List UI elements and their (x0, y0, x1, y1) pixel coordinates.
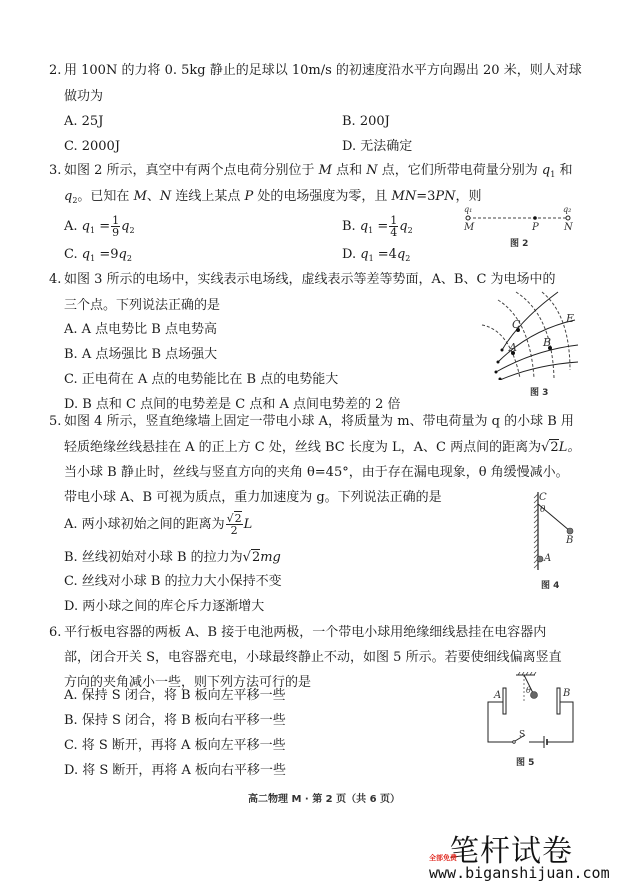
watermark-url[interactable]: www.biganshijuan.com (429, 864, 610, 882)
option-label: A. (64, 219, 78, 234)
text: 和 (555, 163, 573, 178)
text: 连线上某点 (171, 189, 245, 204)
sqrt-sign: √ (242, 550, 251, 565)
symbol-m: M (133, 189, 147, 204)
subscript: 1 (90, 254, 96, 263)
option-a: A. 25J (64, 114, 104, 129)
question-6-stem-line-1: 平行板电容器的两板 A、B 接于电池两极，一个带电小球用绝缘细线悬挂在电容器内 (64, 625, 547, 640)
text: ，则 (455, 189, 482, 204)
fig5-label-theta: θ (526, 686, 531, 695)
option-label: B. (342, 219, 356, 234)
symbol-n: N (366, 163, 378, 178)
subscript: 2 (405, 254, 411, 263)
watermark-title: 笔杆试卷 (449, 834, 573, 869)
question-2-stem-line-1: 用 100N 的力将 0. 5kg 静止的足球以 10m/s 的初速度沿水平方向踢出 20 米，则人对球 (64, 63, 582, 78)
fig5-label-b: B (563, 688, 571, 699)
option-b (64, 549, 281, 567)
question-4-number: 4. (49, 272, 62, 287)
fig5-label-a: A (494, 690, 502, 701)
symbol-q: q (121, 219, 130, 234)
fig4-label-b: B (566, 535, 574, 546)
text: 轻质绝缘丝线悬挂在 A 的正上方 C 处，丝线 BC 长度为 L，A、C 两点间的距离为 (64, 440, 542, 455)
fig4-label-c: C (539, 492, 547, 503)
fig3-label-c: C (512, 318, 521, 331)
sqrt-value: 2 (234, 512, 242, 525)
symbol-pn: PN (435, 189, 456, 204)
page-footer: 高二物理 M · 第 2 页（共 6 页） (248, 794, 401, 805)
symbol-q: q (118, 247, 127, 262)
watermark-free-tag: 全部免费 (429, 854, 457, 862)
option-label: C. (64, 247, 78, 262)
figure-4-caption: 图 4 (541, 581, 560, 591)
question-5-stem-line-4: 带电小球 A、B 可视为质点，重力加速度为 g。下列说法正确的是 (64, 490, 442, 505)
figure-5-caption: 图 5 (516, 758, 535, 768)
equals: = (95, 219, 111, 234)
symbol-q: q (396, 247, 406, 262)
figure-3-caption: 图 3 (530, 388, 549, 398)
option-b: B. A 点场强比 B 点场强大 (64, 347, 218, 362)
option-a (64, 212, 135, 246)
question-5-number: 5. (49, 414, 62, 429)
symbol-mn: MN (391, 189, 417, 204)
symbol-mg: mg (260, 550, 281, 565)
option-c: C. 丝线对小球 B 的拉力大小保持不变 (64, 574, 282, 589)
text: 如图 2 所示，真空中有两个点电荷分别位于 (64, 163, 319, 178)
text: L。 (558, 440, 581, 455)
fraction (226, 513, 243, 536)
option-d: D. 两小球之间的库仑斥力逐渐增大 (64, 599, 265, 614)
fig2-label-m: M (464, 222, 475, 233)
fig3-label-e: E (566, 312, 575, 325)
option-b: B. 保持 S 闭合，将 B 板向右平移一些 (64, 713, 286, 728)
option-text: A. 两小球初始之间的距离为 (64, 517, 225, 532)
option-d (342, 246, 410, 268)
fraction (111, 215, 120, 238)
figure-2-diagram (460, 205, 580, 235)
figure-4-diagram (530, 490, 580, 575)
option-b: B. 200J (342, 114, 390, 129)
sqrt-sign: √ (226, 512, 234, 525)
subscript: 2 (126, 254, 132, 263)
fig2-label-q1: q₁ (464, 205, 473, 214)
symbol-q: q (359, 219, 369, 234)
numerator: 1 (390, 214, 398, 227)
figure-3-diagram (480, 290, 580, 380)
equals: =9 (95, 247, 119, 262)
sqrt-value: 2 (251, 550, 261, 565)
symbol-q: q (81, 247, 91, 262)
subscript: 2 (129, 226, 135, 235)
subscript: 1 (550, 170, 556, 179)
question-5-stem-line-2 (64, 439, 580, 457)
question-3-number: 3. (49, 163, 62, 178)
fig4-label-a: A (544, 553, 552, 564)
subscript: 1 (90, 226, 96, 235)
text: 点和 (331, 163, 367, 178)
symbol-l: L (243, 517, 253, 532)
option-d: D. 将 S 断开，再将 A 板向右平移一些 (64, 763, 287, 778)
symbol-n: N (159, 189, 172, 204)
denominator: 9 (112, 226, 120, 239)
question-4-stem-line-2: 三个点。下列说法正确的是 (64, 298, 221, 313)
fig3-label-b: B (543, 336, 552, 349)
question-2-number: 2. (49, 63, 62, 78)
figure-2-caption: 图 2 (510, 239, 529, 249)
sqrt-sign: √ (541, 440, 550, 455)
question-4-stem-line-1: 如图 3 所示的电场中，实线表示电场线，虚线表示等差等势面，A、B、C 为电场中的 (64, 272, 556, 287)
fig3-label-a: A (509, 341, 517, 354)
symbol-p: P (244, 189, 254, 204)
equals: = (373, 219, 389, 234)
denominator: 2 (230, 524, 238, 537)
subscript: 2 (72, 196, 78, 205)
question-6-stem-line-2: 部，闭合开关 S，电容器充电，小球最终静止不动，如图 5 所示。若要使细线偏离竖直 (64, 650, 562, 665)
denominator: 4 (390, 226, 398, 239)
subscript: 1 (368, 226, 374, 235)
option-label: D. (342, 247, 357, 262)
symbol-q: q (360, 247, 369, 262)
option-a: A. A 点电势比 B 点电势高 (64, 322, 217, 337)
option-d: D. 无法确定 (342, 139, 413, 154)
numerator: 1 (112, 214, 120, 227)
text: 。已知在 (77, 189, 134, 204)
option-d: D. B 点和 C 点间的电势差是 C 点和 A 点间电势差的 2 倍 (64, 397, 401, 412)
option-text: B. 丝线初始对小球 B 的拉力为 (64, 550, 243, 565)
option-a (64, 510, 252, 540)
option-c: C. 正电荷在 A 点的电势能比在 B 点的电势能大 (64, 372, 339, 387)
question-5-stem-line-3: 当小球 B 静止时，丝线与竖直方向的夹角 θ=45°，由于存在漏电现象，θ 角缓慢减小。 (64, 465, 569, 480)
symbol-q: q (64, 189, 73, 204)
subscript: 2 (407, 226, 413, 235)
fig2-label-n: N (564, 222, 573, 233)
option-c: C. 将 S 断开，再将 A 板向左平移一些 (64, 738, 286, 753)
option-c: C. 2000J (64, 139, 121, 154)
fig4-label-theta: θ (540, 505, 546, 515)
text: 、 (146, 189, 160, 204)
text: 点，它们所带电荷量分别为 (377, 163, 542, 178)
question-2-stem-line-2: 做功为 (64, 89, 104, 104)
option-c (64, 246, 132, 268)
text: =3 (416, 189, 436, 204)
figure-5-diagram (480, 672, 580, 752)
option-a: A. 保持 S 闭合，将 B 板向左平移一些 (64, 688, 286, 703)
question-6-number: 6. (49, 625, 62, 640)
fraction (389, 215, 398, 238)
subscript: 1 (368, 254, 374, 263)
question-3-stem-line-2 (64, 188, 482, 210)
fig5-label-s: S (519, 730, 526, 740)
sqrt-value: 2 (550, 440, 559, 455)
symbol-q: q (81, 219, 90, 234)
symbol-m: M (318, 163, 332, 178)
question-3-stem-line-1 (64, 162, 572, 184)
equals: =4 (373, 247, 397, 262)
fig2-label-p: P (532, 222, 539, 233)
symbol-q: q (541, 163, 551, 178)
text: 处的电场强度为零，且 (253, 189, 392, 204)
question-5-stem-line-1: 如图 4 所示，竖直绝缘墙上固定一带电小球 A，将质量为 m、带电荷量为 q 的小球 B 用 (64, 414, 574, 429)
fig2-label-q2: q₂ (563, 205, 572, 214)
option-b (342, 212, 413, 246)
symbol-q: q (399, 219, 408, 234)
question-6-stem-line-3: 方向的夹角减小一些，则下列方法可行的是 (64, 675, 312, 690)
